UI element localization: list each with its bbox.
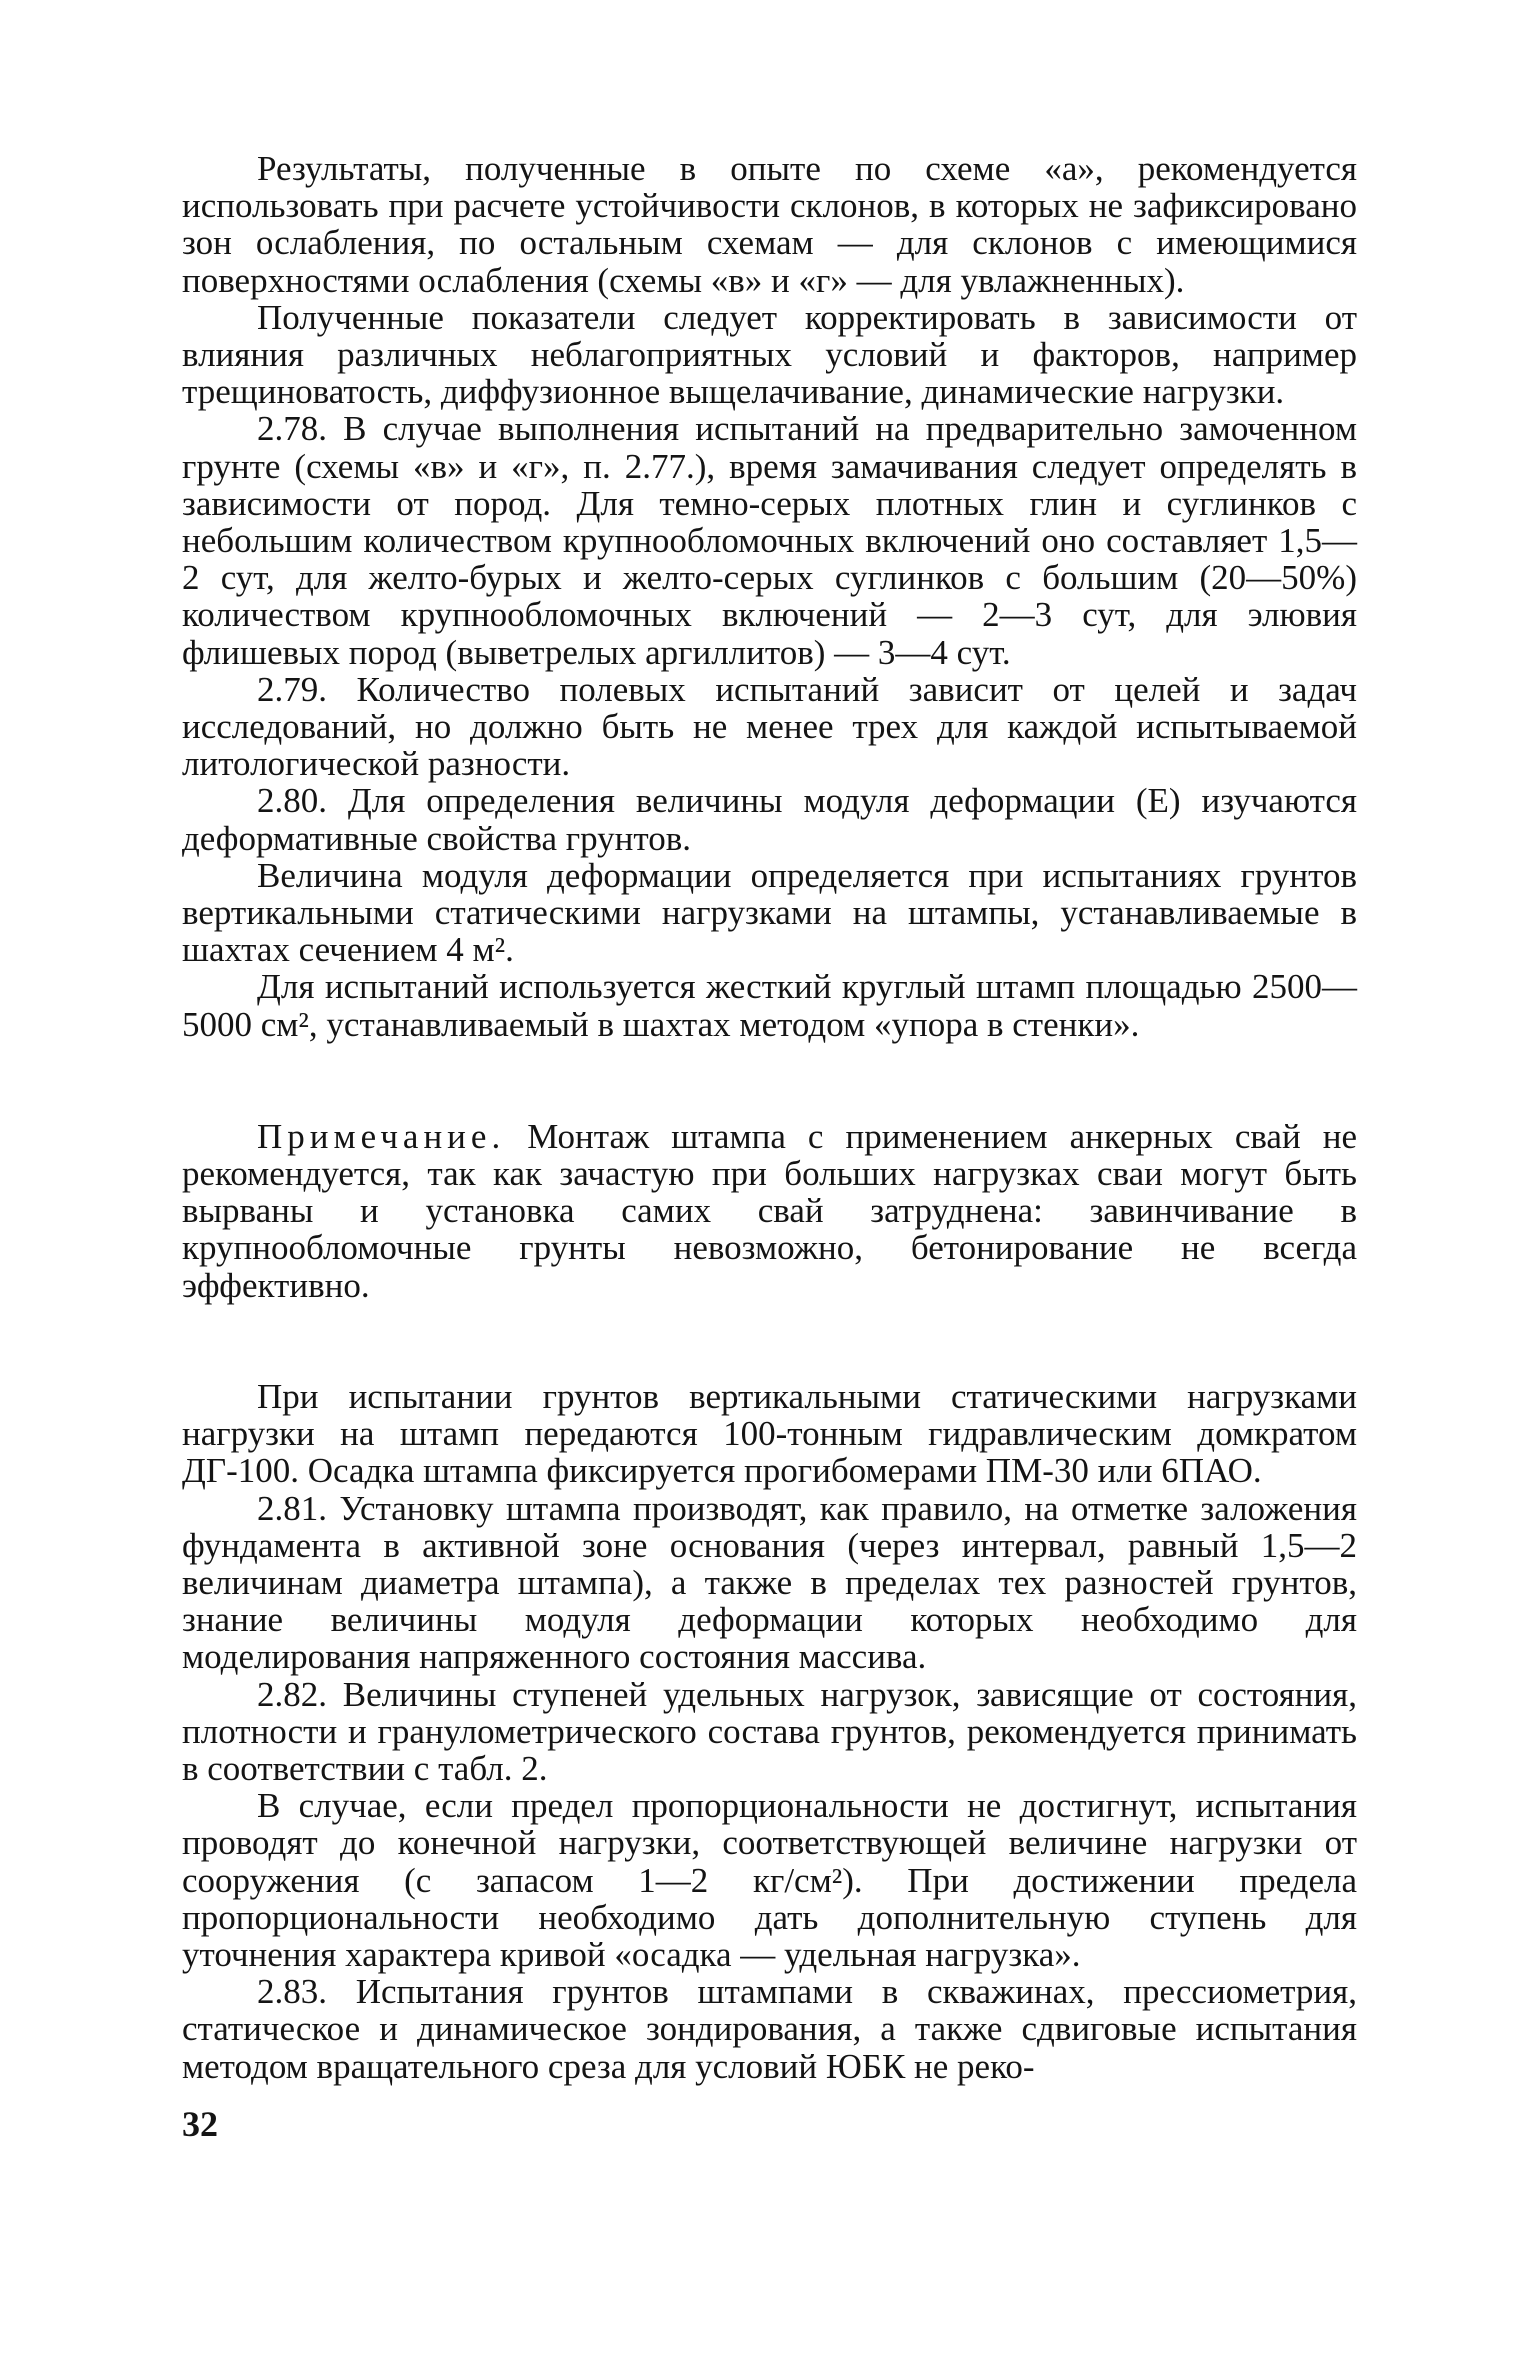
paragraph-2-82: 2.82. Величины ступеней удельных нагрузок, зависящие от состояния, плотности и гранулометрического состава грунтов, рекомендуется принимать в соответствии с табл. 2. bbox=[182, 1674, 1357, 1788]
paragraph-2-80: 2.80. Для определения величины модуля деформации (Е) изучаются деформативные свойства грунтов. bbox=[182, 781, 1357, 858]
paragraph-deformation-modulus: Величина модуля деформации определяется при испытаниях грунтов вертикальными статическими нагрузками на штампы, устанавливаемые в шахтах сечением 4 м². bbox=[182, 855, 1357, 970]
paragraph-2-83: 2.83. Испытания грунтов штампами в скважинах, прессиометрия, статическое и динамическое зондирования, а также сдвиговые испытания методом вращательного среза для условий ЮБК не реко- bbox=[182, 1972, 1357, 2086]
paragraph-proportionality: В случае, если предел пропорциональности не достигнут, испытания проводят до конечной нагрузки, соответствующей величине нагрузки от сооружения (с запасом 1—2 кг/см²). При достижении предела пропорциональности необходимо дать дополнительную ступень для уточнения характера кривой «осадка — удельная нагрузка». bbox=[182, 1786, 1357, 1974]
page-number: 32 bbox=[182, 2104, 218, 2144]
text-column bbox=[182, 150, 1357, 2085]
note-paragraph bbox=[182, 1118, 1357, 1304]
note-label: Примечание. bbox=[257, 1116, 506, 1156]
paragraph-2-78: 2.78. В случае выполнения испытаний на предварительно замоченном грунте (схемы «в» и «г», п. 2.77.), время замачивания следует определять в зависимости от пород. Для темно-серых плотных глин и суглинков с небольшим количеством крупнообломочных включений оно составляет 1,5—2 сут, для желто-бурых и желто-серых суглинков с большим (20—50%) количеством крупнообломочных включений — 2—3 сут, для элювия флишевых пород (выветрелых аргиллитов) — 3—4 сут. bbox=[182, 409, 1357, 672]
paragraph-indicators: Полученные показатели следует корректировать в зависимости от влияния различных неблагоприятных условий и факторов, например трещиноватость, диффузионное выщелачивание, динамические нагрузки. bbox=[182, 297, 1357, 412]
note-text: Монтаж штампа с применением анкерных свай не рекомендуется, так как зачастую при больших нагрузках сваи могут быть вырваны и установка самих свай затруднена: завинчивание в крупнообломочные грунты невозможно, бетонирование не всегда эффективно. bbox=[182, 1116, 1358, 1305]
paragraph-vertical-loads: При испытании грунтов вертикальными статическими нагрузками нагрузки на штамп передаются 100-тонным гидравлическим домкратом ДГ-100. Осадка штампа фиксируется прогибомерами ПМ-30 или 6ПАО. bbox=[182, 1376, 1357, 1491]
paragraph-2-81: 2.81. Установку штампа производят, как правило, на отметке заложения фундамента в активной зоне основания (через интервал, равный 1,5—2 величинам диаметра штампа), а также в пределах тех разностей грунтов, знание величины модуля деформации которых необходимо для моделирования напряженного состояния массива. bbox=[182, 1488, 1357, 1677]
paragraph-results: Результаты, полученные в опыте по схеме «а», рекомендуется использовать при расчете устойчивости склонов, в которых не зафиксировано зон ослабления, по остальным схемам — для склонов с имеющимися поверхностями ослабления (схемы «в» и «г» — для увлажненных). bbox=[182, 149, 1357, 300]
paragraph-2-79: 2.79. Количество полевых испытаний зависит от целей и задач исследований, но должно быть не менее трех для каждой испытываемой литологической разности. bbox=[182, 669, 1357, 784]
paragraph-stamp: Для испытаний используется жесткий круглый штамп площадью 2500—5000 см², устанавливаемый в шахтах методом «упора в стенки». bbox=[182, 967, 1357, 1044]
